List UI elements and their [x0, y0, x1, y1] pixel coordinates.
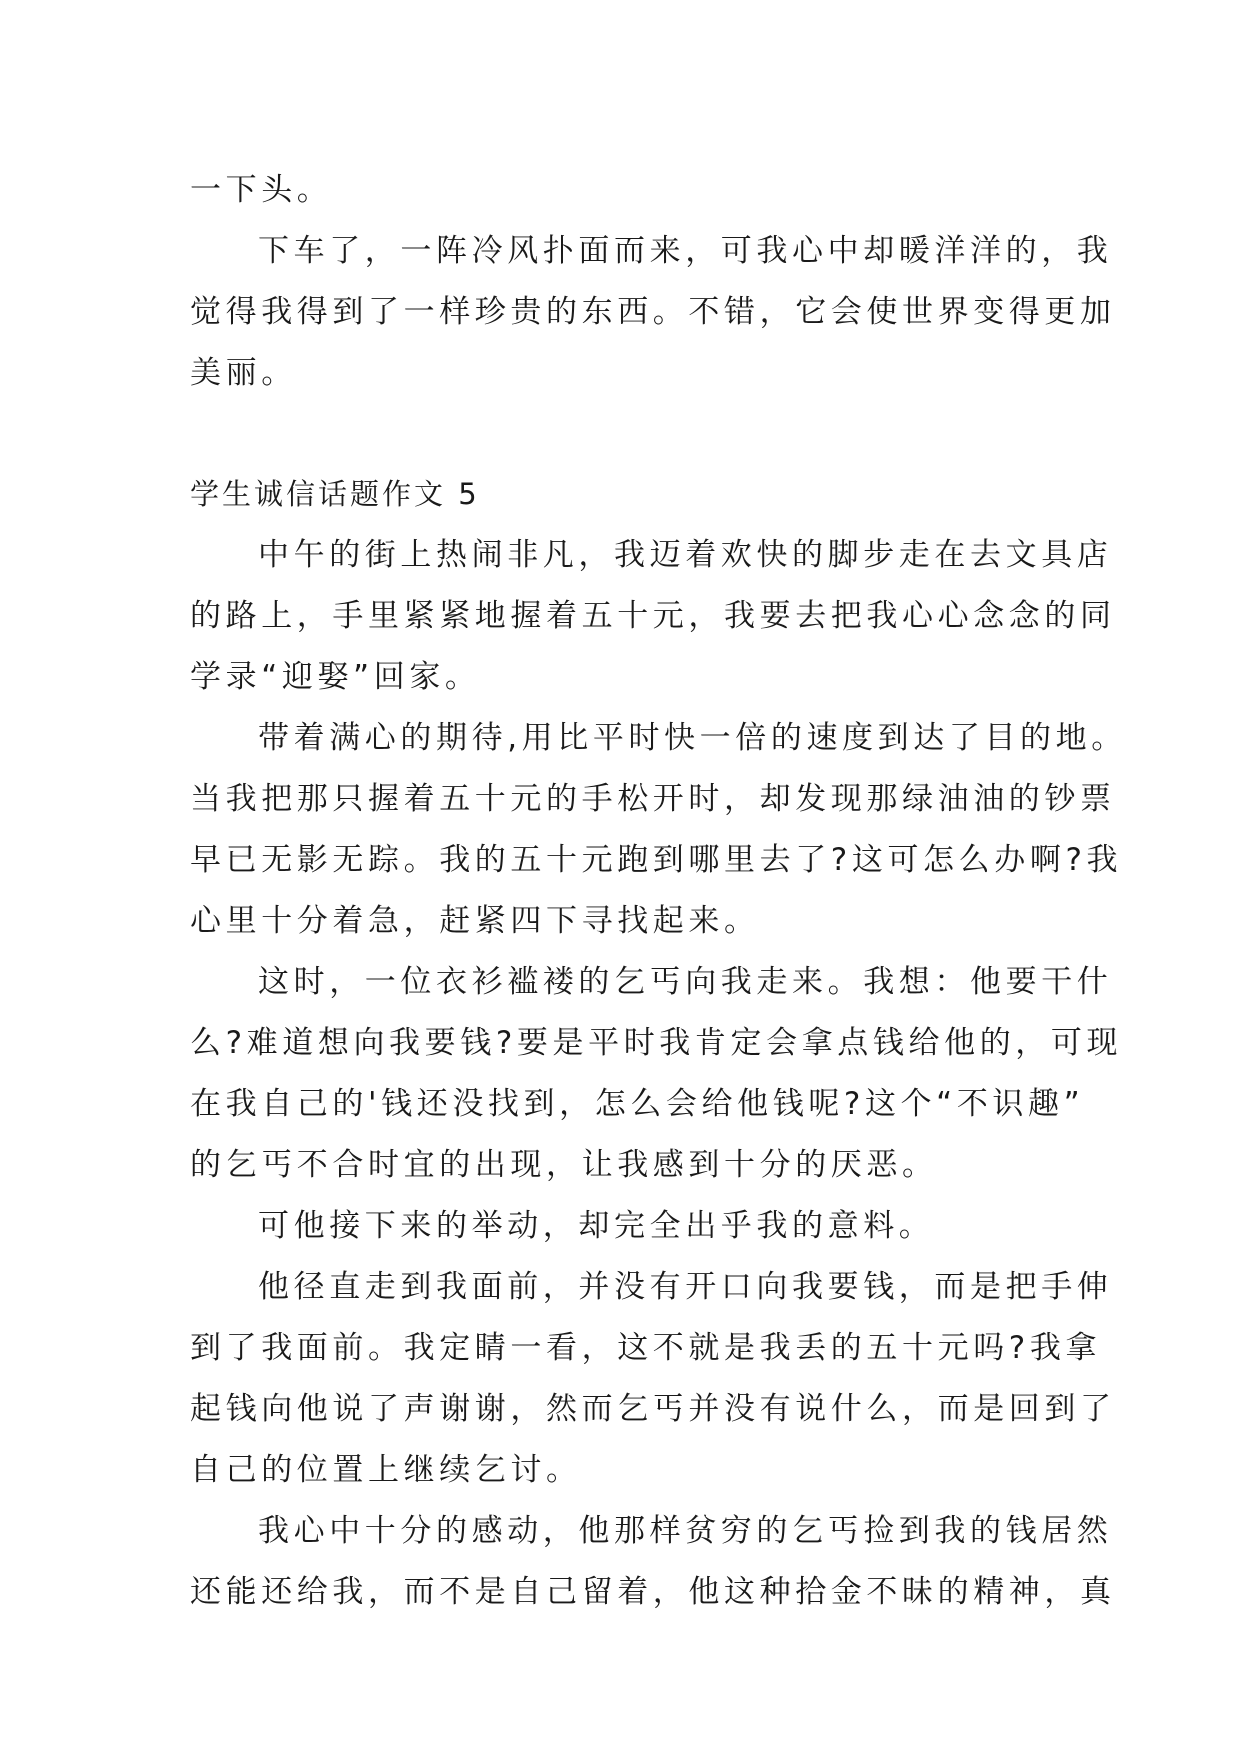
- text-line: 带着满心的期待,用比平时快一倍的速度到达了目的地。: [258, 720, 1127, 756]
- document-body: [190, 160, 1127, 1623]
- paragraph: [190, 708, 1127, 952]
- paragraph: [190, 221, 1116, 404]
- text-line: 可他接下来的举动，却完全出乎我的意料。: [258, 1208, 935, 1244]
- text-line: 么?难道想向我要钱?要是平时我肯定会拿点钱给他的，可现: [190, 1025, 1123, 1061]
- text-line: 的乞丐不合时宜的出现，让我感到十分的厌恶。: [190, 1147, 938, 1183]
- text-line: 美丽。: [190, 355, 297, 391]
- text-line: 我心中十分的感动，他那样贫穷的乞丐捡到我的钱居然: [258, 1513, 1113, 1549]
- paragraph: [190, 160, 1050, 221]
- section-heading: 学生诚信话题作文 5: [190, 477, 480, 511]
- paragraph: [190, 1257, 1116, 1501]
- paragraph-spacer: [190, 404, 1050, 464]
- text-line: 下车了，一阵冷风扑面而来，可我心中却暖洋洋的，我: [258, 233, 1113, 269]
- paragraph: [190, 1196, 1050, 1257]
- text-line: 他径直走到我面前，并没有开口向我要钱，而是把手伸: [258, 1269, 1113, 1305]
- text-line: 还能还给我，而不是自己留着，他这种拾金不昧的精神，真: [190, 1574, 1116, 1610]
- text-line: 的路上，手里紧紧地握着五十元，我要去把我心心念念的同: [190, 598, 1116, 634]
- paragraph: [190, 525, 1116, 708]
- text-line: 觉得我得到了一样珍贵的东西。不错，它会使世界变得更加: [190, 294, 1116, 330]
- paragraph: [190, 952, 1123, 1196]
- text-line: 一下头。: [190, 172, 333, 208]
- text-line: 早已无影无踪。我的五十元跑到哪里去了?这可怎么办啊?我: [190, 842, 1123, 878]
- text-line: 中午的街上热闹非凡，我迈着欢快的脚步走在去文具店: [258, 537, 1113, 573]
- text-line: 这时，一位衣衫褴褛的乞丐向我走来。我想：他要干什: [258, 964, 1113, 1000]
- paragraph: [190, 1501, 1116, 1623]
- text-line: 学录“迎娶”回家。: [190, 659, 481, 695]
- text-line: 当我把那只握着五十元的手松开时，却发现那绿油油的钞票: [190, 781, 1116, 817]
- text-line: 在我自己的'钱还没找到，怎么会给他钱呢?这个“不识趣”: [190, 1086, 1085, 1122]
- text-line: 到了我面前。我定睛一看，这不就是我丢的五十元吗?我拿: [190, 1330, 1102, 1366]
- text-line: 自己的位置上继续乞讨。: [190, 1452, 582, 1488]
- text-line: 起钱向他说了声谢谢，然而乞丐并没有说什么，而是回到了: [190, 1391, 1116, 1427]
- text-line: 心里十分着急，赶紧四下寻找起来。: [190, 903, 760, 939]
